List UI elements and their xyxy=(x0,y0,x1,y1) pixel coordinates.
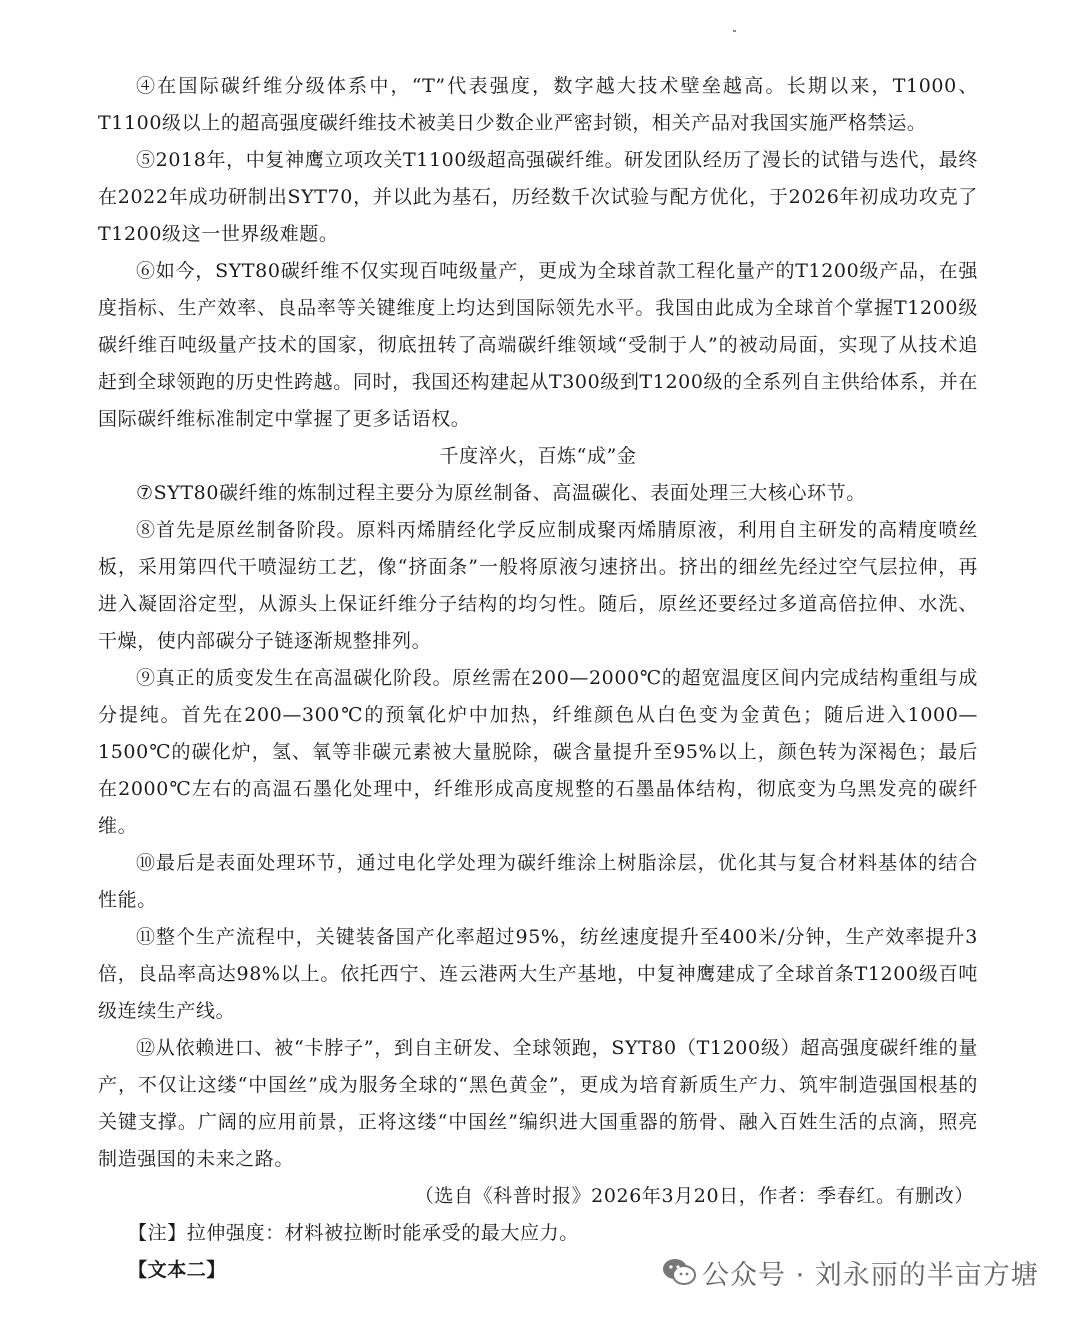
paragraph-11: ⑪整个生产流程中，关键装备国产化率超过95%，纺丝速度提升至400米/分钟，生产效率提升3倍，良品率高达98%以上。依托西宁、连云港两大生产基地，中复神鹰建成了全球首条T1200级百吨级连续生产线。 xyxy=(98,926,978,1022)
footnote: 【注】拉伸强度：材料被拉断时能承受的最大应力。 xyxy=(128,1222,579,1244)
paragraph-12: ⑫从依赖进口、被“卡脖子”，到自主研发、全球领跑，SYT80（T1200级）超高强度碳纤维的量产，不仅让这缕“中国丝”成为服务全球的“黑色黄金”，更成为培育新质生产力、筑牢制造强国根基的关键支撑。广阔的应用前景，正将这缕“中国丝”编织进大国重器的筋骨、融入百姓生活的点滴，照亮制造强国的未来之路。 xyxy=(98,1037,978,1170)
watermark-text: 公众号 · 刘永丽的半亩方塘 xyxy=(702,1259,1039,1291)
section-heading: 千度淬火，百炼“成”金 xyxy=(439,445,637,467)
paragraph-5: ⑤2018年，中复神鹰立项攻关T1100级超高强碳纤维。研发团队经历了漫长的试错与迭代，最终在2022年成功研制出SYT70，并以此为基石，历经数千次试验与配方优化，于2026年初成功攻克了T1200级这一世界级难题。 xyxy=(98,149,978,245)
paragraph-6: ⑥如今，SYT80碳纤维不仅实现百吨级量产，更成为全球首款工程化量产的T1200级产品，在强度指标、生产效率、良品率等关键维度上均达到国际领先水平。我国由此成为全球首个掌握T1200级碳纤维百吨级量产技术的国家，彻底扭转了高端碳纤维领域“受制于人”的被动局面，实现了从技术追赶到全球领跑的历史性跨越。同时，我国还构建起从T300级到T1200级的全系列自主供给体系，并在国际碳纤维标准制定中掌握了更多话语权。 xyxy=(98,260,978,430)
paragraph-8: ⑧首先是原丝制备阶段。原料丙烯腈经化学反应制成聚丙烯腈原液，利用自主研发的高精度喷丝板，采用第四代干喷湿纺工艺，像“挤面条”一般将原液匀速挤出。挤出的细丝先经过空气层拉伸，再进入凝固浴定型，从源头上保证纤维分子结构的均匀性。随后，原丝还要经过多道高倍拉伸、水洗、干燥，使内部碳分子链逐渐规整排列。 xyxy=(98,519,978,652)
scan-speck xyxy=(733,30,736,32)
wechat-icon xyxy=(662,1257,696,1287)
paragraph-9: ⑨真正的质变发生在高温碳化阶段。原丝需在200—2000℃的超宽温度区间内完成结构重组与成分提纯。首先在200—300℃的预氧化炉中加热，纤维颜色从白色变为金黄色；随后进入1000—1500℃的碳化炉，氢、氧等非碳元素被大量脱除，碳含量提升至95%以上，颜色转为深褐色；最后在2000℃左右的高温石墨化处理中，纤维形成高度规整的石墨晶体结构，彻底变为乌黑发亮的碳纤维。 xyxy=(98,667,978,837)
watermark xyxy=(662,1252,1039,1292)
source-citation: （选自《科普时报》2026年3月20日，作者：季春红。有删改） xyxy=(414,1185,974,1207)
article-body xyxy=(98,68,978,1289)
paragraph-4: ④在国际碳纤维分级体系中，“T”代表强度，数字越大技术壁垒越高。长期以来，T1000、T1100级以上的超高强度碳纤维技术被美日少数企业严密封锁，相关产品对我国实施严格禁运。 xyxy=(98,75,978,134)
paragraph-10: ⑩最后是表面处理环节，通过电化学处理为碳纤维涂上树脂涂层，优化其与复合材料基体的结合性能。 xyxy=(98,852,978,911)
paragraph-7: ⑦SYT80碳纤维的炼制过程主要分为原丝制备、高温碳化、表面处理三大核心环节。 xyxy=(136,482,866,504)
section-label-text-two: 【文本二】 xyxy=(128,1259,227,1281)
